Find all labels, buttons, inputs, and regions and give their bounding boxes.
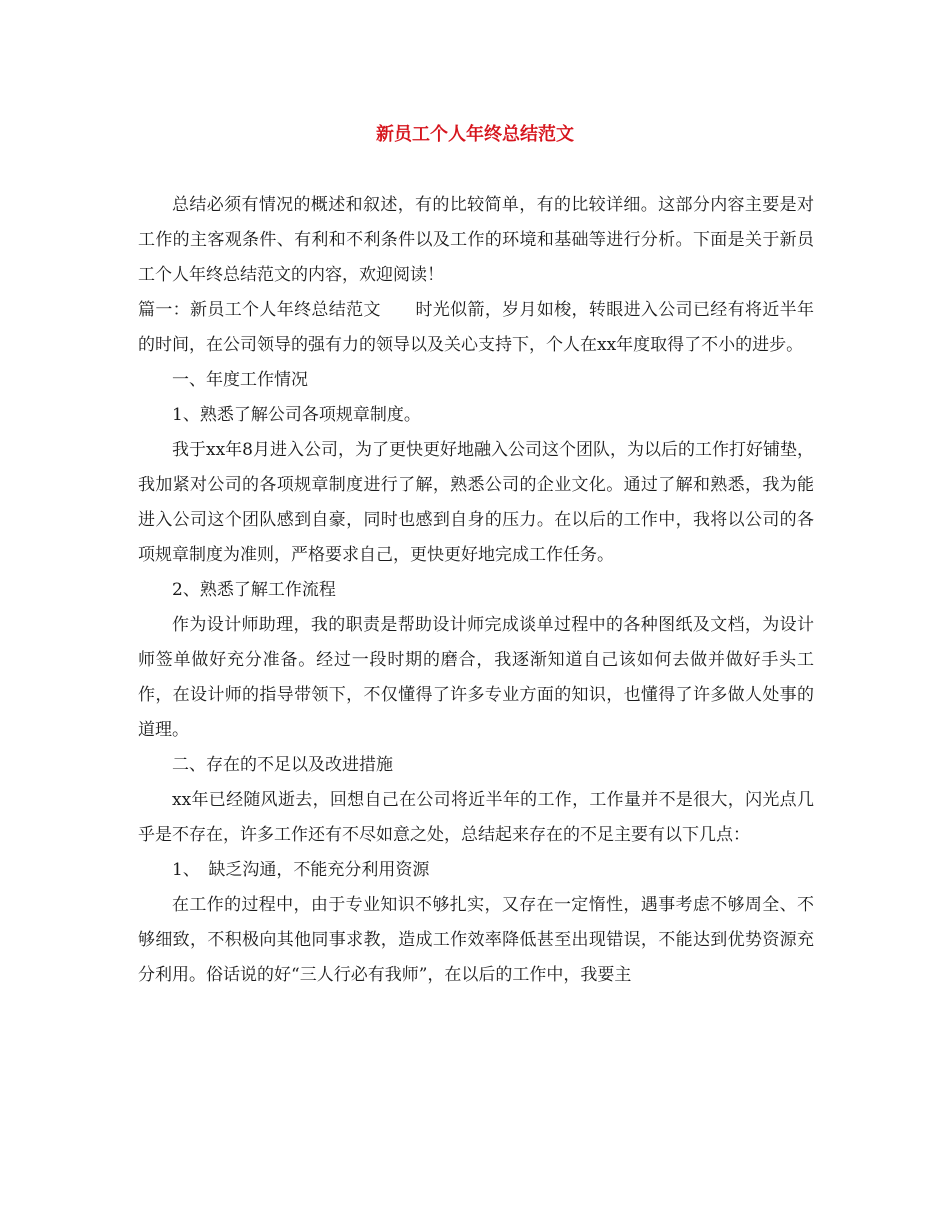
paragraph: 一、年度工作情况: [172, 370, 308, 390]
paragraph: xx年已经随风逝去，回想自己在公司将近半年的工作，工作量并不是很大，闪光点几乎是不存在，许多工作还有不尽如意之处，总结起来存在的不足主要有以下几点：: [138, 790, 814, 845]
paragraph: 我于xx年8月进入公司，为了更快更好地融入公司这个团队，为以后的工作打好铺垫，我加紧对公司的各项规章制度进行了解，熟悉公司的企业文化。通过了解和熟悉，我为能进入公司这个团队感到自豪，同时也感到自身的压力。在以后的工作中，我将以公司的各项规章制度为准则，严格要求自己，更快更好地完成工作任务。: [138, 440, 814, 565]
paragraph: 1、 缺乏沟通，不能充分利用资源: [172, 860, 430, 880]
document-title: 新员工个人年终总结范文: [376, 124, 574, 145]
paragraph: 篇一：新员工个人年终总结范文 时光似箭，岁月如梭，转眼进入公司已经有将近半年的时间，在公司领导的强有力的领导以及关心支持下，个人在xx年度取得了不小的进步。: [138, 300, 814, 355]
paragraph: 1、熟悉了解公司各项规章制度。: [172, 405, 421, 425]
paragraph: 二、存在的不足以及改进措施: [172, 755, 393, 775]
document-body: [138, 188, 814, 993]
paragraph: 作为设计师助理，我的职责是帮助设计师完成谈单过程中的各种图纸及文档，为设计师签单做好充分准备。经过一段时期的磨合，我逐渐知道自己该如何去做并做好手头工作，在设计师的指导带领下，不仅懂得了许多专业方面的知识，也懂得了许多做人处事的道理。: [138, 615, 814, 740]
paragraph: 在工作的过程中，由于专业知识不够扎实，又存在一定惰性，遇事考虑不够周全、不够细致，不积极向其他同事求教，造成工作效率降低甚至出现错误，不能达到优势资源充分利用。俗话说的好“三人行必有我师”，在以后的工作中，我要主: [138, 895, 814, 985]
paragraph: 2、熟悉了解工作流程: [172, 580, 336, 600]
paragraph: 总结必须有情况的概述和叙述，有的比较简单，有的比较详细。这部分内容主要是对工作的主客观条件、有利和不利条件以及工作的环境和基础等进行分析。下面是关于新员工个人年终总结范文的内容，欢迎阅读！: [138, 195, 814, 285]
